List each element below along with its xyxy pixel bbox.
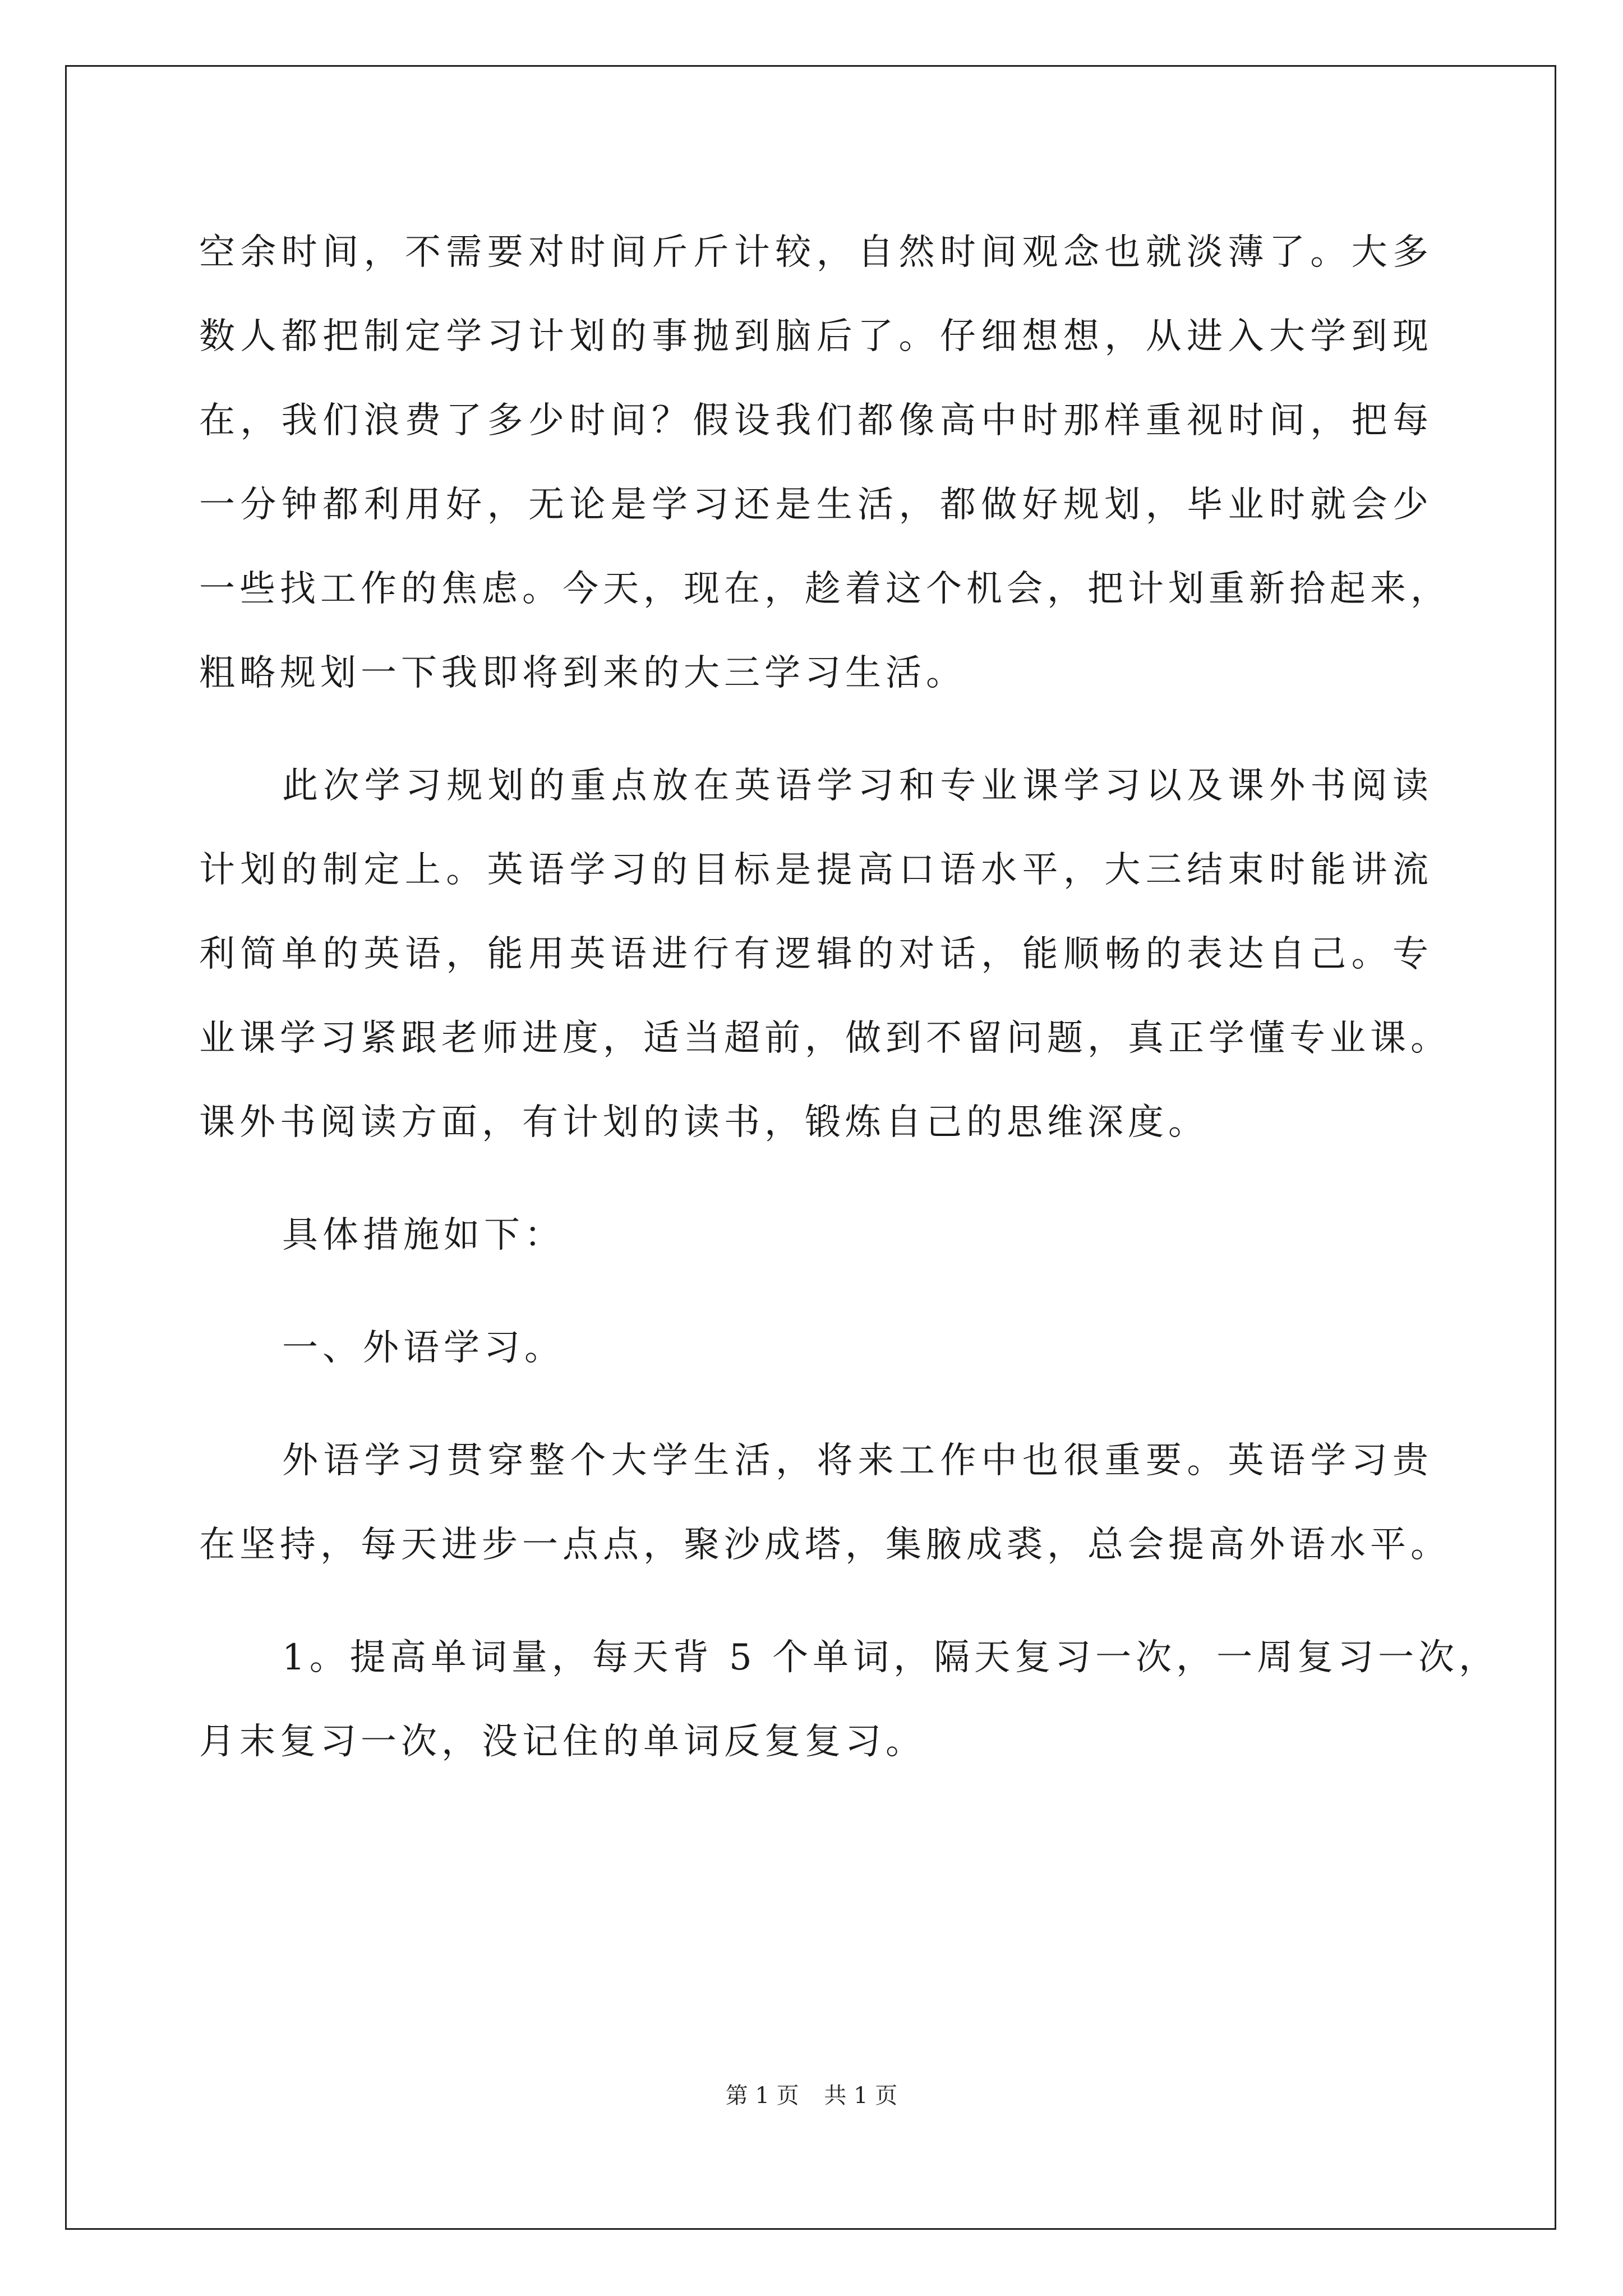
text-line: 计划的制定上。英语学习的目标是提高口语水平，大三结束时能讲流 bbox=[199, 849, 1433, 891]
document-body bbox=[199, 210, 1500, 1784]
section-heading bbox=[199, 1306, 1433, 1390]
text-line: 一、外语学习。 bbox=[282, 1327, 565, 1369]
text-line: 空余时间，不需要对时间斤斤计较，自然时间观念也就淡薄了。大多 bbox=[199, 232, 1433, 273]
text-line: 具体措施如下： bbox=[282, 1214, 565, 1256]
paragraph-6 bbox=[199, 1616, 1500, 1784]
text-line: 月末复习一次，没记住的单词反复复习。 bbox=[199, 1721, 926, 1763]
text-line: 课外书阅读方面，有计划的读书，锻炼自己的思维深度。 bbox=[199, 1102, 1209, 1143]
text-line: 粗略规划一下我即将到来的大三学习生活。 bbox=[199, 652, 966, 694]
paragraph-1 bbox=[199, 210, 1451, 715]
paragraph-5 bbox=[199, 1419, 1451, 1587]
text-line: 1。提高单词量，每天背 5 个单词，隔天复习一次，一周复习一次， bbox=[282, 1637, 1500, 1678]
text-line: 一分钟都利用好，无论是学习还是生活，都做好规划，毕业时就会少 bbox=[199, 484, 1433, 526]
text-line: 外语学习贯穿整个大学生活，将来工作中也很重要。英语学习贵 bbox=[282, 1440, 1433, 1481]
text-line: 在坚持，每天进步一点点，聚沙成塔，集腋成裘，总会提高外语水平。 bbox=[199, 1524, 1451, 1566]
paragraph-2 bbox=[199, 744, 1451, 1165]
text-line: 在，我们浪费了多少时间？假设我们都像高中时那样重视时间，把每 bbox=[199, 400, 1433, 441]
text-line: 利简单的英语，能用英语进行有逻辑的对话，能顺畅的表达自己。专 bbox=[199, 933, 1433, 975]
paragraph-3 bbox=[199, 1193, 1433, 1277]
text-line: 一些找工作的焦虑。今天，现在，趁着这个机会，把计划重新拾起来， bbox=[199, 568, 1451, 610]
page-footer bbox=[0, 2080, 1623, 2111]
page-number: 第 1 页 bbox=[725, 2083, 799, 2109]
page-total: 共 1 页 bbox=[824, 2083, 898, 2109]
text-line: 业课学习紧跟老师进度，适当超前，做到不留问题，真正学懂专业课。 bbox=[199, 1018, 1451, 1059]
text-line: 数人都把制定学习计划的事抛到脑后了。仔细想想，从进入大学到现 bbox=[199, 316, 1433, 357]
text-line: 此次学习规划的重点放在英语学习和专业课学习以及课外书阅读 bbox=[282, 765, 1433, 807]
